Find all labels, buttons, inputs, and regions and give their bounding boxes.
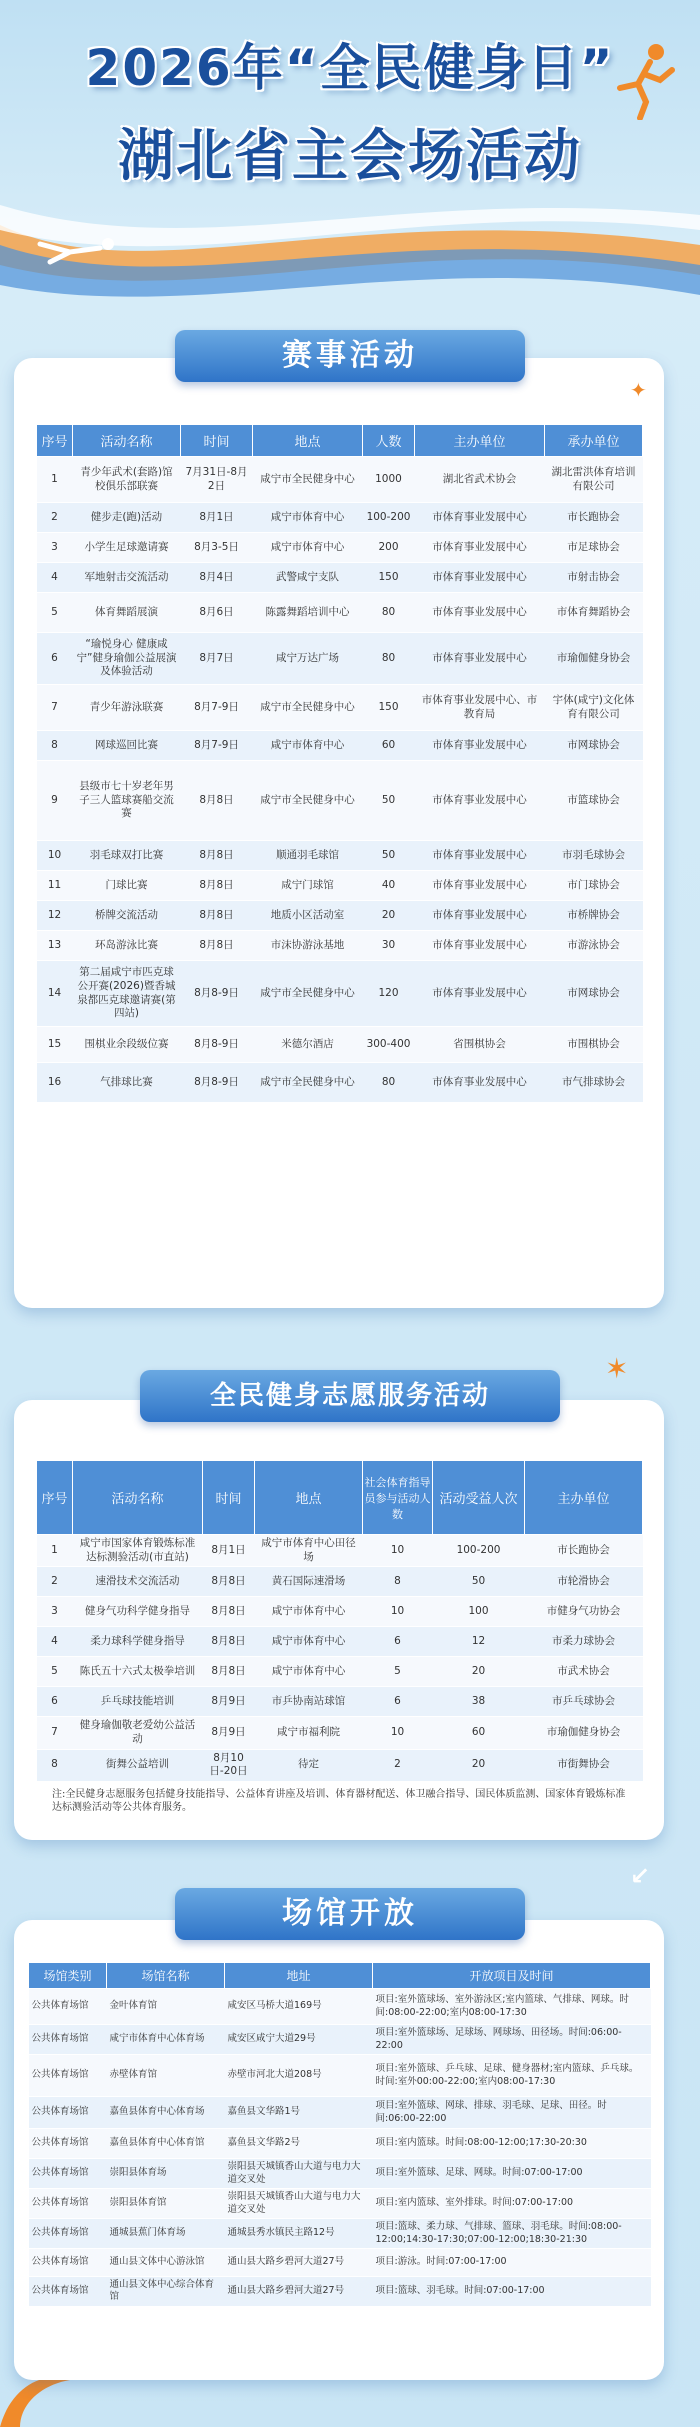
volunteer-cell: 陈氏五十六式太极拳培训 <box>73 1657 203 1687</box>
events-cell: 100-200 <box>363 503 415 533</box>
events-cell: 8月4日 <box>181 563 253 593</box>
venue-cell: 崇阳县天城镇香山大道与电力大道交叉处 <box>225 2189 373 2219</box>
volunteer-header-cell: 活动名称 <box>73 1461 203 1535</box>
events-cell: 12 <box>37 901 73 931</box>
venue-cell: 咸安区咸宁大道29号 <box>225 2025 373 2055</box>
volunteer-note: 注:全民健身志愿服务包括健身技能指导、公益体育讲座及培训、体育器材配送、体卫融合指导、国民体质监测、国家体育锻炼标准达标测验活动等公共体育服务。 <box>52 1788 626 1814</box>
events-cell: 市体育事业发展中心 <box>415 593 545 633</box>
venue-row <box>29 2055 651 2097</box>
volunteer-row <box>37 1597 643 1627</box>
volunteer-header-cell: 活动受益人次 <box>433 1461 525 1535</box>
events-row <box>37 563 643 593</box>
sparkle-icon: ✦ <box>630 378 647 402</box>
venue-row <box>29 2025 651 2055</box>
events-cell: 湖北雷洪体育培训有限公司 <box>545 457 643 503</box>
events-row <box>37 841 643 871</box>
venue-cell: 项目:室外篮球、足球、网球。时间:07:00-17:00 <box>373 2159 651 2189</box>
volunteer-cell: 市武术协会 <box>525 1657 643 1687</box>
volunteer-cell: 100-200 <box>433 1535 525 1567</box>
jumping-figure-icon: ✶ <box>605 1352 629 1385</box>
events-row <box>37 901 643 931</box>
volunteer-cell: 市瑜伽健身协会 <box>525 1717 643 1749</box>
venue-cell: 公共体育场馆 <box>29 2055 107 2097</box>
events-cell: 市体育事业发展中心 <box>415 761 545 841</box>
venue-cell: 公共体育场馆 <box>29 2025 107 2055</box>
events-row <box>37 503 643 533</box>
volunteer-row <box>37 1687 643 1717</box>
volunteer-cell: 市健身气功协会 <box>525 1597 643 1627</box>
venues-table <box>28 1962 651 2307</box>
events-cell: 市体育事业发展中心 <box>415 871 545 901</box>
volunteer-header-cell: 时间 <box>203 1461 255 1535</box>
hero-title-line2: 湖北省主会场活动 <box>118 124 582 189</box>
volunteer-cell: 咸宁市体育中心 <box>255 1627 363 1657</box>
volunteer-cell: 3 <box>37 1597 73 1627</box>
volunteer-cell: 10 <box>363 1535 433 1567</box>
events-row <box>37 961 643 1027</box>
events-cell: 150 <box>363 685 415 731</box>
events-cell: 市长跑协会 <box>545 503 643 533</box>
volunteer-cell: 8 <box>37 1749 73 1781</box>
venues-header-cell: 场馆名称 <box>107 1963 225 1989</box>
events-cell: 300-400 <box>363 1027 415 1063</box>
events-cell: 11 <box>37 871 73 901</box>
events-header-cell: 活动名称 <box>73 425 181 457</box>
events-cell: 200 <box>363 533 415 563</box>
volunteer-cell: 60 <box>433 1717 525 1749</box>
volunteer-cell: 10 <box>363 1717 433 1749</box>
events-cell: 3 <box>37 533 73 563</box>
events-cell: 体育舞蹈展演 <box>73 593 181 633</box>
events-cell: 80 <box>363 633 415 685</box>
events-cell: 市体育事业发展中心 <box>415 901 545 931</box>
events-row <box>37 533 643 563</box>
volunteer-table <box>36 1460 643 1782</box>
section-title-events: 赛事活动 <box>175 330 525 382</box>
events-row <box>37 1027 643 1063</box>
events-cell: 咸宁市全民健身中心 <box>253 961 363 1027</box>
events-cell: 湖北省武术协会 <box>415 457 545 503</box>
events-row <box>37 871 643 901</box>
venues-header-cell: 开放项目及时间 <box>373 1963 651 1989</box>
events-cell: 1 <box>37 457 73 503</box>
venue-cell: 嘉鱼县文华路2号 <box>225 2129 373 2159</box>
events-cell: 第二届咸宁市匹克球公开赛(2026)暨香城泉都匹克球邀请赛(第四站) <box>73 961 181 1027</box>
events-row <box>37 457 643 503</box>
events-cell: 市体育事业发展中心 <box>415 731 545 761</box>
volunteer-row <box>37 1567 643 1597</box>
events-cell: 市体育事业发展中心 <box>415 1063 545 1103</box>
events-row <box>37 761 643 841</box>
volunteer-cell: 12 <box>433 1627 525 1657</box>
events-cell: 青少年武术(套路)馆校俱乐部联赛 <box>73 457 181 503</box>
events-cell: 围棋业余段级位赛 <box>73 1027 181 1063</box>
events-cell: 市篮球协会 <box>545 761 643 841</box>
volunteer-header-cell: 主办单位 <box>525 1461 643 1535</box>
arrow-decoration-icon: ↙ <box>630 1862 651 1890</box>
events-cell: 市体育事业发展中心 <box>415 931 545 961</box>
events-header-cell: 序号 <box>37 425 73 457</box>
volunteer-cell: 2 <box>363 1749 433 1781</box>
venue-cell: 公共体育场馆 <box>29 2277 107 2307</box>
events-cell: 8月8日 <box>181 871 253 901</box>
volunteer-cell: 咸宁市体育中心田径场 <box>255 1535 363 1567</box>
events-cell: 14 <box>37 961 73 1027</box>
events-cell: 120 <box>363 961 415 1027</box>
events-header-cell: 承办单位 <box>545 425 643 457</box>
venue-cell: 赤壁体育馆 <box>107 2055 225 2097</box>
venue-cell: 公共体育场馆 <box>29 2249 107 2277</box>
events-cell: 8月8日 <box>181 841 253 871</box>
venue-cell: 项目:室外篮球、乒乓球、足球、健身器材;室内篮球、乒乓球。时间:室外00:00-22:00;室内08:00-17:30 <box>373 2055 651 2097</box>
events-cell: 7月31日-8月2日 <box>181 457 253 503</box>
events-cell: 市游泳协会 <box>545 931 643 961</box>
events-cell: 宇体(咸宁)文化体育有限公司 <box>545 685 643 731</box>
venue-cell: 赤壁市河北大道208号 <box>225 2055 373 2097</box>
events-cell: 60 <box>363 731 415 761</box>
events-cell: 县级市七十岁老年男子三人篮球赛船交流赛 <box>73 761 181 841</box>
events-cell: 小学生足球邀请赛 <box>73 533 181 563</box>
events-cell: 健步走(跑)活动 <box>73 503 181 533</box>
events-cell: 网球巡回比赛 <box>73 731 181 761</box>
venues-card <box>14 1920 664 2380</box>
venue-cell: 项目:篮球、柔力球、气排球、篮球、羽毛球。时间:08:00-12:00;14:30-17:30;07:00-12:00;18:30-21:30 <box>373 2219 651 2249</box>
events-cell: 8月8-9日 <box>181 1063 253 1103</box>
venue-cell: 崇阳县体育馆 <box>107 2189 225 2219</box>
venue-cell: 公共体育场馆 <box>29 2189 107 2219</box>
section-title-venues: 场馆开放 <box>175 1888 525 1940</box>
venue-cell: 项目:室内篮球、室外排球。时间:07:00-17:00 <box>373 2189 651 2219</box>
venue-cell: 项目:室外篮球场、室外游泳区;室内篮球、气排球、网球。时间:08:00-22:00;室内08:00-17:30 <box>373 1989 651 2025</box>
volunteer-cell: 38 <box>433 1687 525 1717</box>
events-cell: 8月8-9日 <box>181 961 253 1027</box>
volunteer-cell: 健身瑜伽敬老爱幼公益活动 <box>73 1717 203 1749</box>
events-cell: 市气排球协会 <box>545 1063 643 1103</box>
events-header-cell: 人数 <box>363 425 415 457</box>
volunteer-cell: 4 <box>37 1627 73 1657</box>
volunteer-cell: 5 <box>363 1657 433 1687</box>
events-row <box>37 633 643 685</box>
volunteer-cell: 8月1日 <box>203 1535 255 1567</box>
events-cell: 9 <box>37 761 73 841</box>
events-cell: 市网球协会 <box>545 961 643 1027</box>
events-cell: 8月7-9日 <box>181 685 253 731</box>
events-cell: 16 <box>37 1063 73 1103</box>
events-cell: 8月3-5日 <box>181 533 253 563</box>
venue-row <box>29 2219 651 2249</box>
events-cell: 武警咸宁支队 <box>253 563 363 593</box>
venue-cell: 嘉鱼县体育中心体育馆 <box>107 2129 225 2159</box>
events-cell: 8月8日 <box>181 901 253 931</box>
volunteer-cell: 50 <box>433 1567 525 1597</box>
events-cell: 市体育舞蹈协会 <box>545 593 643 633</box>
volunteer-cell: 8 <box>363 1567 433 1597</box>
events-row <box>37 1063 643 1103</box>
volunteer-cell: 6 <box>37 1687 73 1717</box>
volunteer-cell: 2 <box>37 1567 73 1597</box>
events-cell: 市网球协会 <box>545 731 643 761</box>
events-cell: 8月6日 <box>181 593 253 633</box>
events-cell: 8月7-9日 <box>181 731 253 761</box>
events-row <box>37 685 643 731</box>
events-cell: 80 <box>363 1063 415 1103</box>
events-cell: 咸宁市体育中心 <box>253 731 363 761</box>
venue-cell: 崇阳县天城镇香山大道与电力大道交叉处 <box>225 2159 373 2189</box>
events-cell: 市桥牌协会 <box>545 901 643 931</box>
events-row <box>37 731 643 761</box>
venues-header-cell: 地址 <box>225 1963 373 1989</box>
events-cell: 顺通羽毛球馆 <box>253 841 363 871</box>
events-cell: 市沫协游泳基地 <box>253 931 363 961</box>
venue-cell: 咸宁市体育中心体育场 <box>107 2025 225 2055</box>
events-cell: 4 <box>37 563 73 593</box>
events-cell: 20 <box>363 901 415 931</box>
venue-cell: 通城县秀水镇民主路12号 <box>225 2219 373 2249</box>
venue-cell: 通山县大路乡碧河大道27号 <box>225 2249 373 2277</box>
events-cell: 市体育事业发展中心 <box>415 533 545 563</box>
volunteer-cell: 健身气功科学健身指导 <box>73 1597 203 1627</box>
venue-cell: 公共体育场馆 <box>29 2159 107 2189</box>
volunteer-header-cell: 地点 <box>255 1461 363 1535</box>
venue-cell: 项目:游泳。时间:07:00-17:00 <box>373 2249 651 2277</box>
events-cell: 1000 <box>363 457 415 503</box>
volunteer-cell: 8月8日 <box>203 1657 255 1687</box>
venue-row <box>29 2189 651 2219</box>
venue-cell: 通山县文体中心游泳馆 <box>107 2249 225 2277</box>
venue-row <box>29 2159 651 2189</box>
events-cell: 50 <box>363 761 415 841</box>
volunteer-row <box>37 1535 643 1567</box>
events-header-cell: 地点 <box>253 425 363 457</box>
events-cell: 咸宁市全民健身中心 <box>253 761 363 841</box>
events-cell: 环岛游泳比赛 <box>73 931 181 961</box>
events-cell: 7 <box>37 685 73 731</box>
events-cell: 40 <box>363 871 415 901</box>
events-cell: 6 <box>37 633 73 685</box>
events-cell: 桥牌交流活动 <box>73 901 181 931</box>
venue-cell: 公共体育场馆 <box>29 2129 107 2159</box>
events-cell: 门球比赛 <box>73 871 181 901</box>
venue-cell: 公共体育场馆 <box>29 2097 107 2129</box>
venue-cell: 通山县大路乡碧河大道27号 <box>225 2277 373 2307</box>
volunteer-cell: 7 <box>37 1717 73 1749</box>
volunteer-row <box>37 1627 643 1657</box>
events-cell: 8 <box>37 731 73 761</box>
volunteer-cell: 柔力球科学健身指导 <box>73 1627 203 1657</box>
events-row <box>37 593 643 633</box>
hero-title-line1: 2026年“全民健身日” <box>85 39 615 97</box>
events-cell: 市瑜伽健身协会 <box>545 633 643 685</box>
volunteer-cell: 咸宁市国家体育锻炼标准达标测验活动(市直站) <box>73 1535 203 1567</box>
venue-cell: 通山县文体中心综合体育馆 <box>107 2277 225 2307</box>
events-cell: 咸宁门球馆 <box>253 871 363 901</box>
volunteer-cell: 市乒协南站球馆 <box>255 1687 363 1717</box>
volunteer-cell: 8月8日 <box>203 1597 255 1627</box>
volunteer-row <box>37 1657 643 1687</box>
venue-cell: 通城县蕉门体育场 <box>107 2219 225 2249</box>
events-row <box>37 931 643 961</box>
venue-row <box>29 1989 651 2025</box>
events-cell: 10 <box>37 841 73 871</box>
events-cell: 5 <box>37 593 73 633</box>
volunteer-cell: 10 <box>363 1597 433 1627</box>
volunteer-cell: 市乒乓球协会 <box>525 1687 643 1717</box>
volunteer-cell: 100 <box>433 1597 525 1627</box>
venue-cell: 咸安区马桥大道169号 <box>225 1989 373 2025</box>
events-cell: 市体育事业发展中心 <box>415 633 545 685</box>
swimmer-figure-icon <box>30 230 120 270</box>
volunteer-cell: 市街舞协会 <box>525 1749 643 1781</box>
events-cell: 8月7日 <box>181 633 253 685</box>
events-card <box>14 358 664 1308</box>
volunteer-cell: 黄石国际速滑场 <box>255 1567 363 1597</box>
events-cell: 8月8日 <box>181 761 253 841</box>
volunteer-cell: 6 <box>363 1627 433 1657</box>
venue-row <box>29 2129 651 2159</box>
events-cell: 市足球协会 <box>545 533 643 563</box>
venue-cell: 嘉鱼县文华路1号 <box>225 2097 373 2129</box>
events-cell: 咸宁市体育中心 <box>253 503 363 533</box>
volunteer-row <box>37 1717 643 1749</box>
volunteer-row <box>37 1749 643 1781</box>
events-cell: 市体育事业发展中心 <box>415 841 545 871</box>
volunteer-cell: 5 <box>37 1657 73 1687</box>
events-table <box>36 424 643 1103</box>
volunteer-cell: 8月9日 <box>203 1717 255 1749</box>
events-cell: 咸宁市全民健身中心 <box>253 685 363 731</box>
events-cell: 地质小区活动室 <box>253 901 363 931</box>
events-cell: 市围棋协会 <box>545 1027 643 1063</box>
events-cell: 50 <box>363 841 415 871</box>
events-cell: “瑜悦身心 健康咸宁”健身瑜伽公益展演及体验活动 <box>73 633 181 685</box>
volunteer-cell: 市柔力球协会 <box>525 1627 643 1657</box>
volunteer-card <box>14 1400 664 1840</box>
venue-cell: 崇阳县体育场 <box>107 2159 225 2189</box>
events-cell: 市体育事业发展中心、市教育局 <box>415 685 545 731</box>
events-cell: 30 <box>363 931 415 961</box>
venue-row <box>29 2097 651 2129</box>
volunteer-cell: 8月9日 <box>203 1687 255 1717</box>
events-cell: 陈露舞蹈培训中心 <box>253 593 363 633</box>
events-cell: 市门球协会 <box>545 871 643 901</box>
events-cell: 咸宁万达广场 <box>253 633 363 685</box>
venues-header-cell: 场馆类别 <box>29 1963 107 1989</box>
volunteer-cell: 20 <box>433 1657 525 1687</box>
volunteer-cell: 6 <box>363 1687 433 1717</box>
venue-row <box>29 2249 651 2277</box>
volunteer-cell: 咸宁市体育中心 <box>255 1657 363 1687</box>
venue-cell: 项目:室内篮球。时间:08:00-12:00;17:30-20:30 <box>373 2129 651 2159</box>
events-cell: 8月1日 <box>181 503 253 533</box>
events-cell: 8月8日 <box>181 931 253 961</box>
events-cell: 军地射击交流活动 <box>73 563 181 593</box>
events-header-cell: 主办单位 <box>415 425 545 457</box>
events-cell: 80 <box>363 593 415 633</box>
events-cell: 羽毛球双打比赛 <box>73 841 181 871</box>
events-cell: 咸宁市全民健身中心 <box>253 1063 363 1103</box>
venue-cell: 嘉鱼县体育中心体育场 <box>107 2097 225 2129</box>
volunteer-cell: 速滑技术交流活动 <box>73 1567 203 1597</box>
events-cell: 2 <box>37 503 73 533</box>
volunteer-cell: 8月8日 <box>203 1567 255 1597</box>
events-cell: 青少年游泳联赛 <box>73 685 181 731</box>
events-cell: 市体育事业发展中心 <box>415 503 545 533</box>
events-cell: 市体育事业发展中心 <box>415 961 545 1027</box>
venue-cell: 项目:篮球、羽毛球。时间:07:00-17:00 <box>373 2277 651 2307</box>
events-cell: 咸宁市体育中心 <box>253 533 363 563</box>
events-header-cell: 时间 <box>181 425 253 457</box>
events-cell: 市体育事业发展中心 <box>415 563 545 593</box>
volunteer-header-cell: 序号 <box>37 1461 73 1535</box>
venue-cell: 金叶体育馆 <box>107 1989 225 2025</box>
volunteer-cell: 1 <box>37 1535 73 1567</box>
volunteer-cell: 乒乓球技能培训 <box>73 1687 203 1717</box>
volunteer-cell: 8月8日 <box>203 1627 255 1657</box>
events-cell: 气排球比赛 <box>73 1063 181 1103</box>
volunteer-cell: 咸宁市福利院 <box>255 1717 363 1749</box>
events-cell: 省围棋协会 <box>415 1027 545 1063</box>
volunteer-cell: 8月10日-20日 <box>203 1749 255 1781</box>
events-cell: 市羽毛球协会 <box>545 841 643 871</box>
venue-row <box>29 2277 651 2307</box>
hero-banner <box>0 0 700 340</box>
events-cell: 15 <box>37 1027 73 1063</box>
venue-cell: 项目:室外篮球场、足球场、网球场、田径场。时间:06:00-22:00 <box>373 2025 651 2055</box>
volunteer-header-cell: 社会体育指导员参与活动人数 <box>363 1461 433 1535</box>
events-cell: 市射击协会 <box>545 563 643 593</box>
events-cell: 150 <box>363 563 415 593</box>
runner-figure-icon <box>610 40 680 120</box>
events-cell: 米德尔酒店 <box>253 1027 363 1063</box>
venue-cell: 项目:室外篮球、网球、排球、羽毛球、足球、田径。时间:06:00-22:00 <box>373 2097 651 2129</box>
section-title-volunteer: 全民健身志愿服务活动 <box>140 1370 560 1422</box>
events-cell: 咸宁市全民健身中心 <box>253 457 363 503</box>
volunteer-cell: 待定 <box>255 1749 363 1781</box>
volunteer-cell: 市长跑协会 <box>525 1535 643 1567</box>
events-cell: 8月8-9日 <box>181 1027 253 1063</box>
volunteer-cell: 街舞公益培训 <box>73 1749 203 1781</box>
venue-cell: 公共体育场馆 <box>29 2219 107 2249</box>
venue-cell: 公共体育场馆 <box>29 1989 107 2025</box>
volunteer-cell: 咸宁市体育中心 <box>255 1597 363 1627</box>
volunteer-cell: 20 <box>433 1749 525 1781</box>
volunteer-cell: 市轮滑协会 <box>525 1567 643 1597</box>
events-cell: 13 <box>37 931 73 961</box>
